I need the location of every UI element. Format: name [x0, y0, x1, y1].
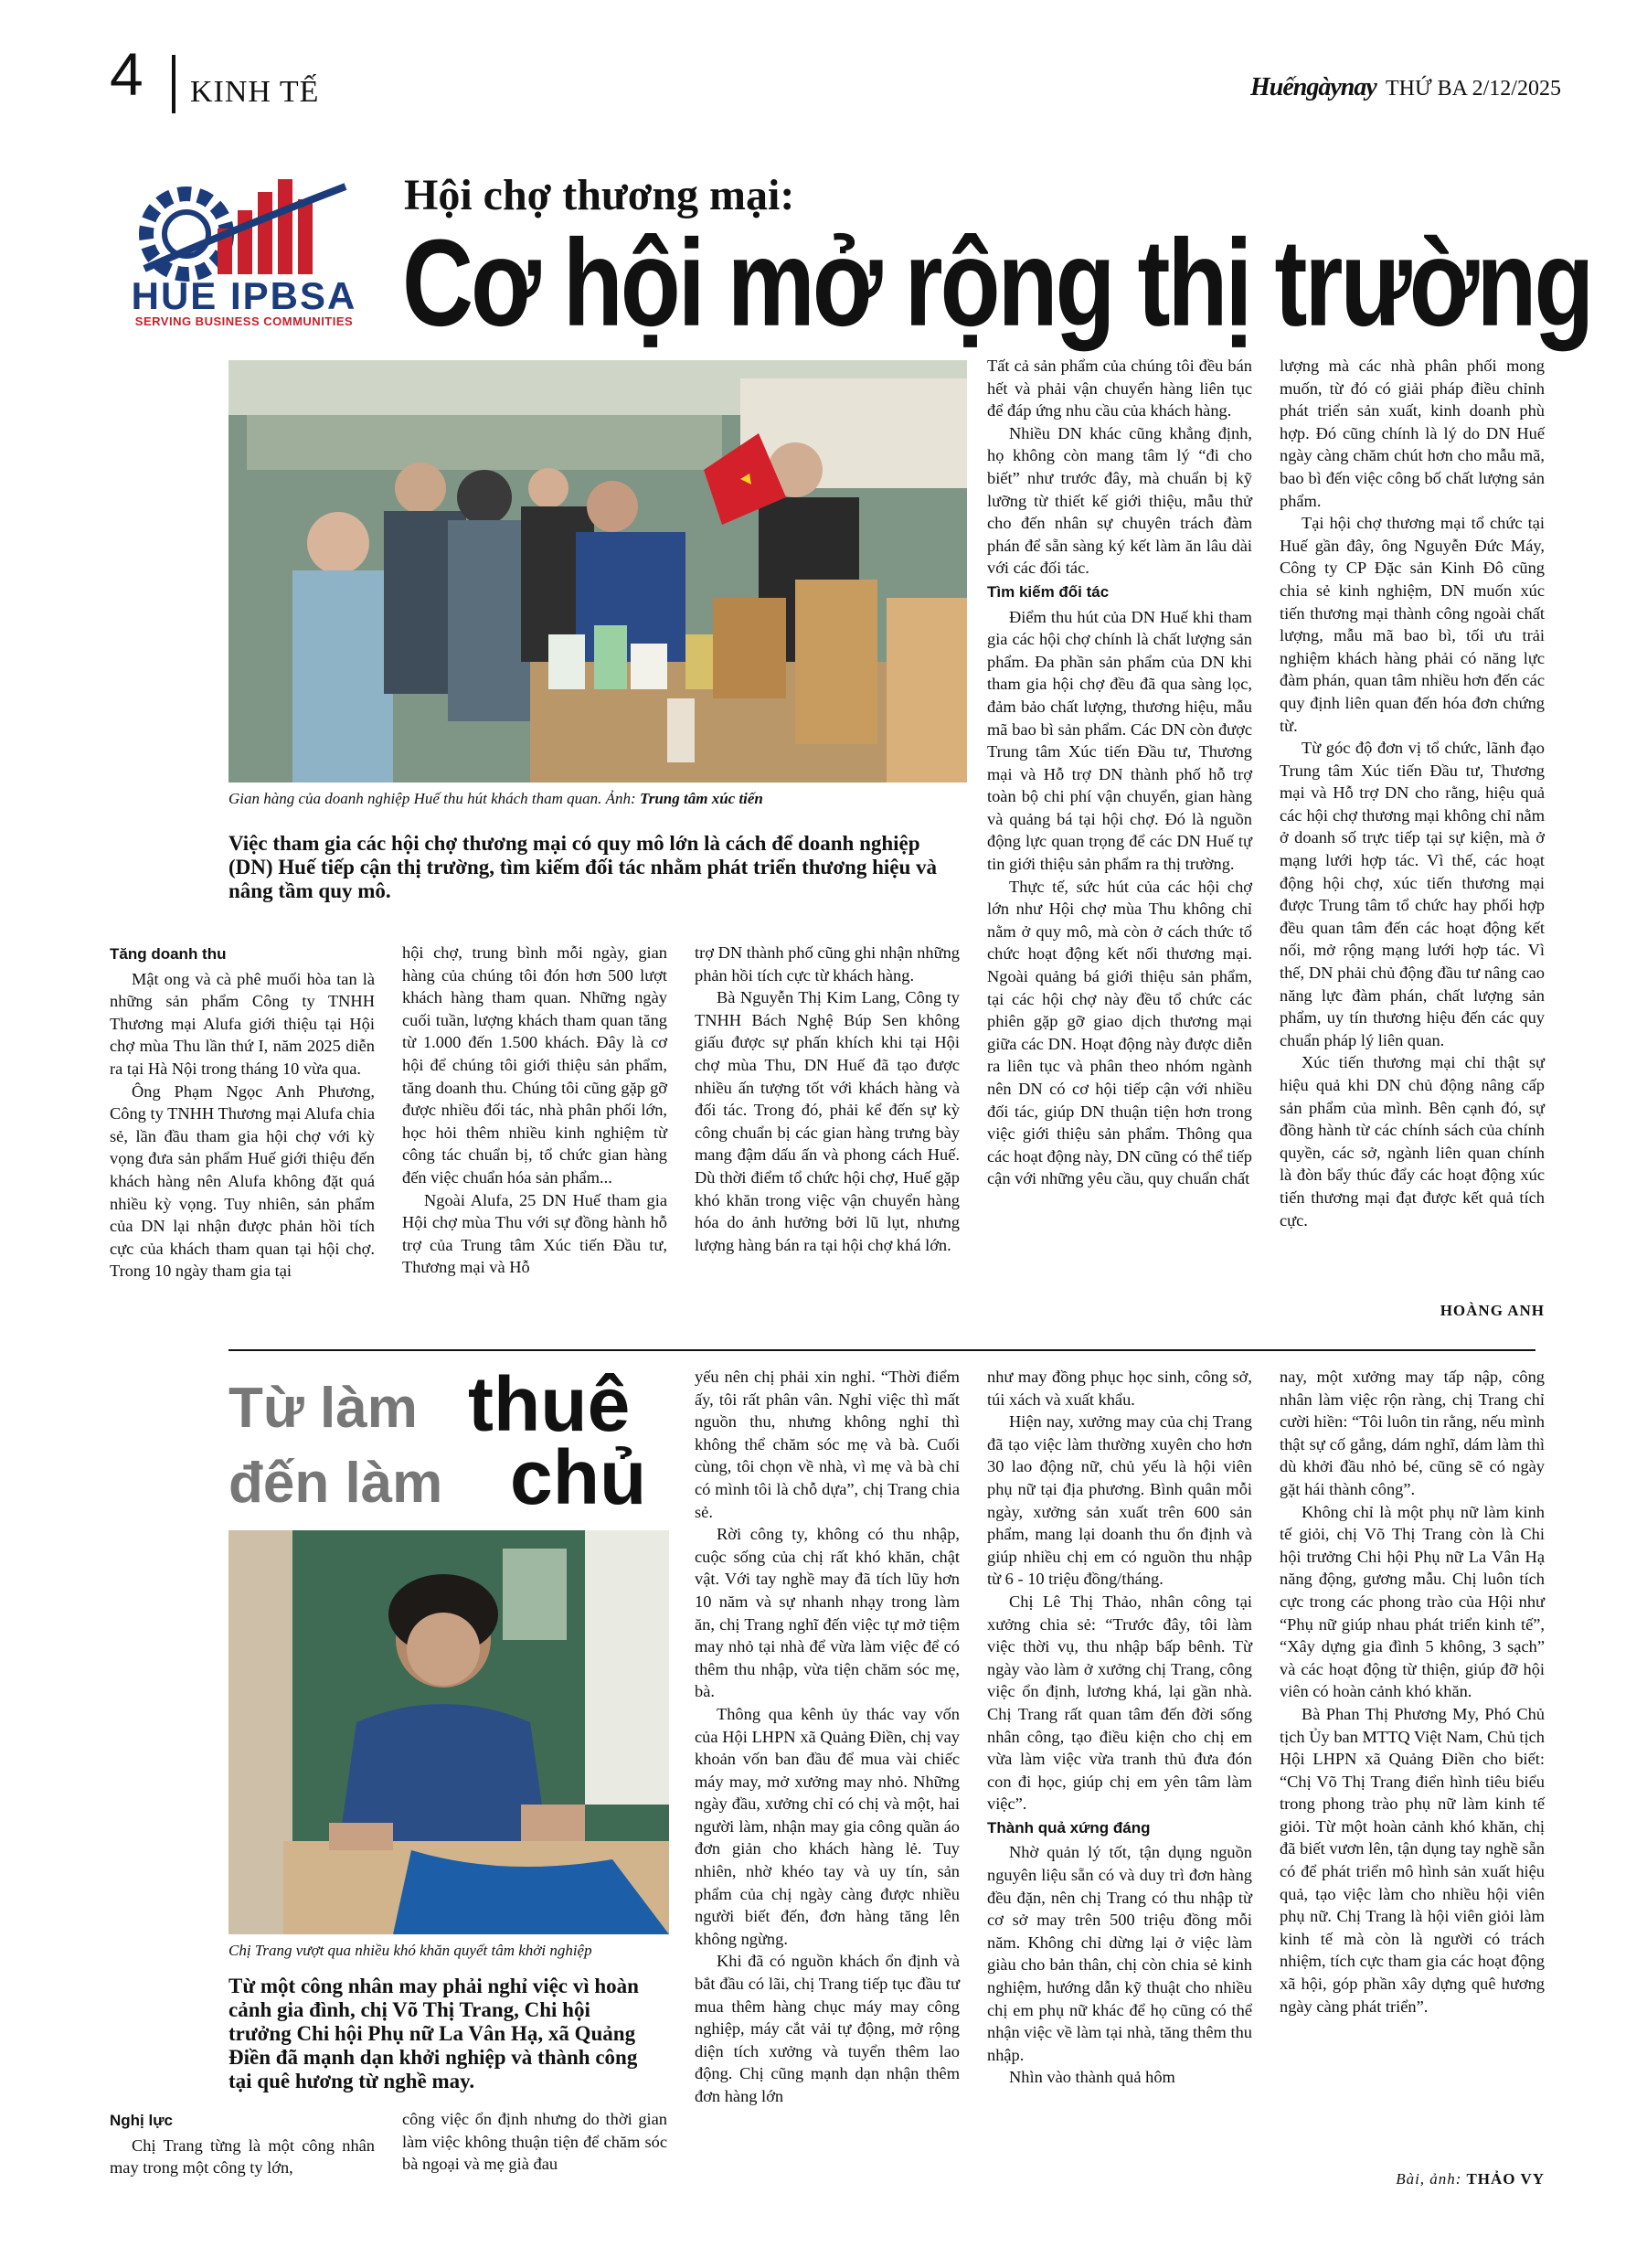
- paragraph: Ngoài Alufa, 25 DN Huế tham gia Hội chợ mùa Thu với sự đồng hành hỗ trợ của Trung tâm Xúc tiến Đầu tư, Thương mại và Hỗ: [402, 1190, 667, 1277]
- article2-column-5: [1280, 1366, 1545, 2018]
- byline-prefix: Bài, ảnh:: [1396, 2170, 1462, 2188]
- article1-column-4: [987, 355, 1252, 1190]
- paragraph: trợ DN thành phố cũng ghi nhận những phản hồi tích cực từ khách hàng.: [695, 943, 960, 985]
- paragraph: Tất cả sản phẩm của chúng tôi đều bán hết và phải vận chuyển hàng liên tục để đáp ứng nhu cầu của khách hàng.: [987, 357, 1252, 421]
- title-line1-part-a: Từ làm: [228, 1377, 418, 1440]
- article2-title: [228, 1361, 667, 1521]
- article1-kicker: Hội chợ thương mại:: [404, 171, 795, 219]
- article2-column-3: [695, 1366, 960, 2108]
- title-line2-part-a: đến làm: [228, 1452, 443, 1515]
- paragraph: Chị Lê Thị Thảo, nhân công tại xưởng chia sẻ: “Trước đây, tôi làm việc thời vụ, thu nhập bấp bênh. Từ ngày vào làm ở xưởng chị Trang, công việc ổn định, lương khá, lại gần nhà. Chị Trang rất quan tâm đến đời sống nhân công, tạo điều kiện cho chị em vừa làm việc vừa tranh thủ đưa đón con đi học, giúp chị em yên tâm làm việc”.: [987, 1592, 1252, 1814]
- article2-byline: [1280, 2170, 1545, 2188]
- logo-tagline: SERVING BUSINESS COMMUNITIES: [134, 314, 354, 328]
- article1-photo: [228, 360, 967, 783]
- subheading-tim-kiem-doi-tac: Tìm kiếm đối tác: [987, 582, 1110, 601]
- newspaper-name: Huếngàynay: [1250, 73, 1376, 101]
- paragraph: yếu nên chị phải xin nghỉ. “Thời điểm ấy, tôi rất phân vân. Nghỉ việc thì mất nguồn thu, nhưng không nghỉ thì không thể chăm sóc mẹ và bà. Cuối cùng, tôi chọn về nhà, vì mẹ và bà chỉ có mình tôi là chỗ dựa”, chị Trang chia sẻ.: [695, 1368, 960, 1521]
- paragraph: Ông Phạm Ngọc Anh Phương, Công ty TNHH Thương mại Alufa chia sẻ, lần đầu tham gia hội chợ với kỳ vọng đưa sản phẩm Huế giới thiệu đến khách hàng nên Alufa không đặt quá nhiều kỳ vọng. Tuy nhiên, sản phẩm của DN lại nhận được phản hồi tích cực của khách tham quan tại hội chợ. Trong 10 ngày tham gia tại: [110, 1081, 375, 1281]
- article1-column-3: [695, 942, 960, 1256]
- paragraph: Điểm thu hút của DN Huế khi tham gia các hội chợ chính là chất lượng sản phẩm. Đa phần sản phẩm của DN khi tham gia hội chợ đều đã qua sàng lọc, đảm bảo chất lượng, thương hiệu, mẫu mã bao bì sản phẩm. Các DN còn được Trung tâm Xúc tiến Đầu tư, Thương mại và Hỗ trợ DN thành phố hỗ trợ toàn bộ chi phí vận chuyển, gian hàng và quảng bá tại hội chợ. Đó là nguồn động lực quan trọng để các DN Huế tự tin giới thiệu sản phẩm ra thị trường.: [987, 607, 1252, 874]
- paragraph: Xúc tiến thương mại chỉ thật sự hiệu quả khi DN chủ động nâng cấp sản phẩm của mình. Bên cạnh đó, sự đồng hành từ các chính sách của chính quyền, các sở, ngành liên quan chính là đòn bẩy thúc đẩy các hoạt động xúc tiến thương mại đạt được kết quả tích cực.: [1280, 1053, 1545, 1230]
- paragraph: Bà Nguyễn Thị Kim Lang, Công ty TNHH Bách Nghệ Búp Sen không giấu được sự phấn khích khi tại Hội chợ mùa Thu, DN Huế đã tạo được nhiều ấn tượng tốt với khách hàng và đối tác. Trong đó, phải kể đến sự kỳ công chuẩn bị các gian hàng trưng bày mang đậm dấu ấn và phong cách Huế. Dù thời điểm tổ chức hội chợ, Huế gặp khó khăn trong việc vận chuyển hàng hóa do ảnh hưởng bởi lũ lụt, nhưng lượng hàng bán ra tại hội chợ khá lớn.: [695, 988, 960, 1254]
- paragraph: Khi đã có nguồn khách ổn định và bắt đầu có lãi, chị Trang tiếp tục đầu tư mua thêm hàng chục máy may công nghiệp, máy cắt vải tự động, mở rộng diện tích xưởng và tuyển thêm lao động. Chị cũng mạnh dạn nhận thêm đơn hàng lớn: [695, 1952, 960, 2105]
- caption-text: Gian hàng của doanh nghiệp Huế thu hút khách tham quan. Ảnh:: [228, 790, 636, 807]
- article2-column-2: [402, 2108, 667, 2176]
- title-line2-part-b: chủ: [510, 1434, 647, 1520]
- paragraph: Thông qua kênh ủy thác vay vốn của Hội LHPN xã Quảng Điền, chị vay khoản vốn ban đầu để mua vài chiếc máy may, mở xưởng may nhỏ. Những ngày đầu, xưởng chỉ có chị và một, hai người làm, nhận may gia công quần áo đơn giản cho khách hàng lẻ. Tuy nhiên, nhờ khéo tay và uy tín, sản phẩm của chị ngày càng được nhiều người biết đến, đơn hàng tăng lên không ngừng.: [695, 1704, 960, 1948]
- paragraph: Tại hội chợ thương mại tổ chức tại Huế gần đây, ông Nguyễn Đức Máy, Công ty CP Đặc sản Kinh Đô cũng chia sẻ kinh nghiệm, DN muốn xúc tiến thương mại thành công ngoài chất lượng, mẫu mã bao bì, tối ưu trải nghiệm khách hàng phải có năng lực đàm phán, quan tâm nhiều hơn đến các quy định liên quan đến hóa đơn chứng từ.: [1280, 514, 1545, 735]
- tailor-photo-illustration: [228, 1530, 669, 1934]
- trade-fair-photo-illustration: [228, 360, 967, 783]
- subheading-thanh-qua: Thành quả xứng đáng: [987, 1818, 1151, 1837]
- paragraph: lượng mà các nhà phân phối mong muốn, từ đó có giải pháp điều chỉnh phát triển sản xuất, kinh doanh phù hợp. Đó cũng chính là lý do DN Huế ngày càng chăm chút hơn cho mẫu mã, bao bì đến việc công bố chất lượng sản phẩm.: [1280, 357, 1545, 510]
- article1-byline: HOÀNG ANH: [1440, 1302, 1545, 1319]
- byline-name: THẢO VY: [1466, 2170, 1545, 2188]
- paragraph: Nhìn vào thành quả hôm: [1009, 2068, 1175, 2087]
- paragraph: Không chỉ là một phụ nữ làm kinh tế giỏi, chị Võ Thị Trang còn là Chi hội trưởng Chi hội Phụ nữ La Vân Hạ năng động, gương mẫu. Chị luôn tích cực trong các phong trào của Hội như “Phụ nữ giúp nhau phát triển kinh tế”, “Xây dựng gia đình 5 không, 3 sạch” và các hoạt động từ thiện, giúp đỡ hội viên có hoàn cảnh khó khăn.: [1280, 1502, 1545, 1701]
- article1-photo-caption: [228, 790, 967, 808]
- paragraph: Chị Trang từng là một công nhân may trong một công ty lớn,: [110, 2135, 375, 2177]
- issue-date: THỨ BA 2/12/2025: [1386, 77, 1561, 101]
- article2-photo-caption: Chị Trang vượt qua nhiều khó khăn quyết tâm khởi nghiệp: [228, 1942, 592, 1959]
- paragraph: nay, một xưởng may tấp nập, công nhân làm việc rộn ràng, chị Trang chỉ cười hiền: “Tôi luôn tin rằng, nếu mình thật sự cố gắng, dám nghĩ, dám làm thì dù khởi đầu nhỏ bé, cũng sẽ có ngày gặt hái thành công”.: [1280, 1368, 1545, 1498]
- paragraph: Nhờ quản lý tốt, tận dụng nguồn nguyên liệu sẵn có và duy trì đơn hàng đều đặn, nên chị Trang có thu nhập từ cơ sở may trên 500 triệu đồng mỗi năm. Không chỉ dừng lại ở việc làm giàu cho bản thân, chị còn chia sẻ kinh nghiệm, hướng dẫn kỹ thuật cho nhiều chị em phụ nữ khác để họ cũng có thể nhận việc về làm tại nhà, tăng thêm thu nhập.: [987, 1843, 1252, 2064]
- subheading-nghi-luc: Nghị lực: [110, 2112, 173, 2129]
- article2-column-1: [110, 2108, 375, 2179]
- paragraph: Từ góc độ đơn vị tổ chức, lãnh đạo Trung tâm Xúc tiến Đầu tư, Thương mại và Hỗ trợ DN cho rằng, hiệu quả các hội chợ thương mại không chỉ nằm ở doanh số trực tiếp tại sự kiện, mà ở mạng lưới hợp tác. Vì thế, các hoạt động hội chợ, xúc tiến thương mại được Trung tâm tổ chức hay phối hợp đều quan tâm đến các hoạt động kết nối, mở rộng mạng lưới hợp tác. Vì thế, DN phải chủ động đầu tư nâng cao năng lực đàm phán, chất lượng sản phẩm, uy tín thương hiệu đến các quy chuẩn pháp lý liên quan.: [1280, 739, 1545, 1049]
- paragraph: Nhiều DN khác cũng khẳng định, họ không còn mang tâm lý “đi cho biết” như trước đây, mà chuẩn bị kỹ lưỡng từ thiết kế giới thiệu, mẫu thử cho đến nhân sự chuyên trách đàm phán để sẵn sàng ký kết làm ăn lâu dài với các đối tác.: [987, 423, 1252, 578]
- article2-column-4: [987, 1366, 1252, 2089]
- paragraph: Thực tế, sức hút của các hội chợ lớn như Hội chợ mùa Thu không chỉ nằm ở quy mô, mà còn ở cách thức tổ chức hoạt động kết nối thương mại. Ngoài quảng bá giới thiệu sản phẩm, tại các hội chợ này đều tổ chức các phiên gặp gỡ giao dịch thương mại giữa các DN. Hoạt động này được diễn ra liên tục và phân theo nhóm ngành nên DN có cơ hội tiếp cận với nhiều đối tác, giúp DN thuận tiện hơn trong việc giới thiệu sản phẩm. Thông qua các hoạt động này, DN cũng có thể tiếp cận với những yêu cầu, quy chuẩn chất: [987, 877, 1252, 1188]
- title-line1-part-b: thuê: [468, 1361, 631, 1447]
- article2-photo: [228, 1530, 669, 1934]
- paragraph: Rời công ty, không có thu nhập, cuộc sống của chị rất khó khăn, chật vật. Với tay nghề may đã tích lũy hơn 10 năm và sự nhanh nhạy trong làm ăn, chị Trang nghĩ đến việc tự mở tiệm may nhỏ tại nhà để vừa làm việc để có thêm thu nhập, vừa tiện chăm sóc mẹ, bà.: [695, 1525, 960, 1701]
- paragraph: như may đồng phục học sinh, công sở, túi xách và xuất khẩu.: [987, 1368, 1252, 1409]
- paragraph: Mật ong và cà phê muối hòa tan là những sản phẩm Công ty TNHH Thương mại Alufa giới thiệu tại Hội chợ mùa Thu lần thứ I, năm 2025 diễn ra tại Hà Nội trong tháng 10 vừa qua.: [110, 969, 375, 1078]
- section-name: KINH TẾ: [190, 75, 320, 109]
- logo-name: HUE IPBSA: [131, 274, 357, 317]
- header-divider: [172, 55, 175, 113]
- article1-column-5: [1280, 355, 1545, 1231]
- paragraph: hội chợ, trung bình mỗi ngày, gian hàng của chúng tôi đón hơn 500 lượt khách hàng tham quan. Những ngày cuối tuần, lượng khách tham quan tăng từ 1.000 đến 1.500 khách. Đây là cơ hội để chúng tôi giới thiệu sản phẩm, tăng doanh thu. Chúng tôi cũng gặp gỡ được nhiều đối tác, nhà phân phối lớn, học hỏi thêm nhiều kinh nghiệm từ công tác chuẩn bị, tổ chức gian hàng đến việc chuẩn hóa sản phẩm...: [402, 943, 667, 1187]
- article1-title: Cơ hội mở rộng thị trường: [402, 213, 1592, 352]
- caption-credit: Trung tâm xúc tiến: [639, 790, 763, 807]
- paragraph: Bà Phan Thị Phương My, Phó Chủ tịch Ủy ban MTTQ Việt Nam, Chủ tịch Hội LHPN xã Quảng Điền cho biết: “Chị Võ Thị Trang điển hình tiêu biểu trong phong trào phụ nữ làm kinh tế giỏi. Từ một hoàn cảnh khó khăn, chị đã biết vươn lên, tận dụng tay nghề sẵn có để phát triển mô hình sản xuất hiệu quả, tạo việc làm cho nhiều hội viên phụ nữ. Chị Trang là hội viên giỏi làm kinh tế mà còn là người có trách nhiệm, tích cực tham gia các hoạt động xã hội, góp phần xây dựng quê hương ngày càng phát triển”.: [1280, 1704, 1545, 2016]
- page-number: 4: [110, 40, 143, 108]
- article1-column-1: [110, 942, 375, 1283]
- paragraph: Hiện nay, xưởng may của chị Trang đã tạo việc làm thường xuyên cho hơn 30 lao động nữ, chủ yếu là hội viên phụ nữ tại địa phương. Bình quân mỗi ngày, xưởng sản xuất trên 600 sản phẩm, mang lại doanh thu ổn định và giúp nhiều chị em có nguồn thu nhập từ 6 - 10 triệu đồng/tháng.: [987, 1412, 1252, 1589]
- article1-column-2: [402, 942, 667, 1279]
- subheading-tang-doanh-thu: Tăng doanh thu: [110, 945, 227, 963]
- article2-lede: Từ một công nhân may phải nghỉ việc vì hoàn cảnh gia đình, chị Võ Thị Trang, Chi hội trưởng Chi hội Phụ nữ La Vân Hạ, xã Quảng Điền đã mạnh dạn khởi nghiệp và thành công tại quê hương từ nghề may.: [228, 1975, 639, 2092]
- article-divider: [228, 1349, 1535, 1351]
- paragraph: công việc ổn định nhưng do thời gian làm việc không thuận tiện để chăm sóc bà ngoại và mẹ già đau: [402, 2110, 667, 2174]
- article1-lede: Việc tham gia các hội chợ thương mại có quy mô lớn là cách để doanh nghiệp (DN) Huế tiếp cận thị trường, tìm kiếm đối tác nhằm phát triển thương hiệu và nâng tầm quy mô.: [228, 832, 938, 902]
